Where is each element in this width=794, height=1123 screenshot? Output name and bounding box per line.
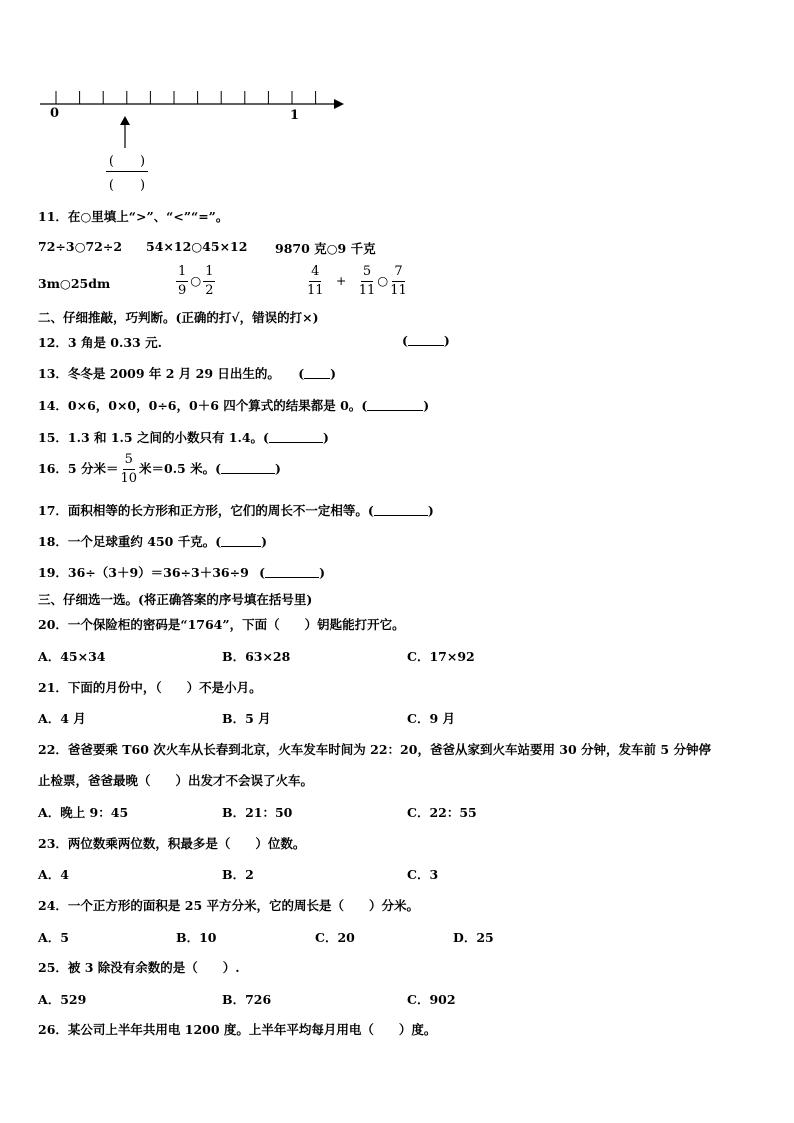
- q25-option-b[interactable]: B．726: [222, 992, 272, 1007]
- fraction: $\frac{5}{11}$: [358, 264, 376, 298]
- q11-item-f: $\frac{4}{11}$ + $\frac{5}{11}$ ○ $\frac{7}{11}$: [307, 264, 407, 298]
- q24-option-c[interactable]: C．20: [315, 930, 355, 945]
- up-arrow-icon: [118, 115, 132, 149]
- q11-item-a: 72÷3○72÷2: [38, 239, 123, 254]
- q20-option-c[interactable]: C．17×92: [407, 649, 475, 664]
- answer-blank-16[interactable]: ( ): [215, 461, 281, 476]
- question-23: 23．两位数乘两位数，积最多是（ ）位数。: [38, 836, 306, 851]
- fraction: $\frac{1}{2}$: [205, 264, 214, 298]
- answer-blank-12[interactable]: ( ): [402, 333, 450, 348]
- number-line-one-label: 1: [290, 108, 300, 123]
- q23-option-a[interactable]: A．4: [38, 867, 69, 882]
- question-26: 26．某公司上半年共用电 1200 度。上半年平均每月用电（ ）度。: [38, 1022, 437, 1037]
- question-22-line-2: 止检票，爸爸最晚（ ）出发才不会误了火车。: [38, 773, 314, 788]
- q23-option-b[interactable]: B．2: [222, 867, 254, 882]
- question-22-line-1: 22．爸爸要乘 T60 次火车从长春到北京，火车发车时间为 22：20，爸爸从家到火车站要用 30 分钟，发车前 5 分钟停: [38, 742, 711, 757]
- question-18: 18．一个足球重约 450 千克。( ): [38, 534, 268, 549]
- q23-option-c[interactable]: C．3: [407, 867, 439, 882]
- number-line-answer-fraction[interactable]: [106, 150, 148, 193]
- fraction: $\frac{1}{9}$: [178, 264, 187, 298]
- q11-item-d: 3m○25dm: [38, 276, 111, 291]
- fraction: $\frac{5}{10}$: [120, 452, 137, 486]
- answer-denominator: ( ): [108, 178, 146, 193]
- q25-option-a[interactable]: A．529: [38, 992, 87, 1007]
- question-15: 15．1.3 和 1.5 之间的小数只有 1.4。( ): [38, 430, 329, 445]
- fraction: $\frac{7}{11}$: [390, 264, 407, 298]
- q22-option-c[interactable]: C．22：55: [407, 805, 477, 820]
- question-14: 14．0×6，0×0，0÷6，0＋6 四个算式的结果都是 0。( ): [38, 398, 430, 413]
- q25-option-c[interactable]: C．902: [407, 992, 456, 1007]
- q24-option-a[interactable]: A．5: [38, 930, 69, 945]
- question-21: 21．下面的月份中，（ ）不是小月。: [38, 680, 262, 695]
- question-20: 20．一个保险柜的密码是“1764”，下面（ ）钥匙能打开它。: [38, 617, 405, 632]
- answer-blank-18[interactable]: ( ): [215, 534, 268, 549]
- question-11-title: 11．在○里填上“>”、“<”“=”。: [38, 209, 229, 224]
- q22-option-a[interactable]: A．晚上 9：45: [38, 805, 129, 820]
- q24-option-d[interactable]: D．25: [453, 930, 494, 945]
- q11-item-b: 54×12○45×12: [146, 239, 248, 254]
- question-19: 19．36÷（3＋9）＝36÷3＋36÷9 ( ): [38, 565, 325, 580]
- number-line: [36, 86, 348, 126]
- q21-option-c[interactable]: C．9 月: [407, 711, 455, 726]
- fraction: $\frac{4}{11}$: [307, 264, 324, 298]
- question-25: 25．被 3 除没有余数的是（ ）.: [38, 960, 240, 975]
- answer-blank-14[interactable]: ( ): [361, 398, 430, 413]
- q21-option-b[interactable]: B．5 月: [222, 711, 271, 726]
- question-16: 16．5 分米＝ $\frac{5}{10}$ 米＝0.5 米。( ): [38, 452, 281, 486]
- question-12: 12．3 角是 0.33 元.: [38, 335, 162, 350]
- q11-item-c: 9870 克○9 千克: [275, 241, 376, 256]
- question-13: 13．冬冬是 2009 年 2 月 29 日出生的。 ( ): [38, 366, 337, 381]
- q21-option-a[interactable]: A．4 月: [38, 711, 86, 726]
- section-2-heading: 二、仔细推敲，巧判断。(正确的打√，错误的打×): [38, 310, 319, 325]
- q24-option-b[interactable]: B．10: [176, 930, 217, 945]
- section-3-heading: 三、仔细选一选。(将正确答案的序号填在括号里): [38, 592, 313, 607]
- question-24: 24．一个正方形的面积是 25 平方分米，它的周长是（ ）分米。: [38, 898, 419, 913]
- question-17: 17．面积相等的长方形和正方形，它们的周长不一定相等。( ): [38, 503, 434, 518]
- answer-numerator: ( ): [106, 150, 148, 172]
- q20-option-a[interactable]: A．45×34: [38, 649, 106, 664]
- q11-item-e: $\frac{1}{9}$ ○ $\frac{1}{2}$: [178, 264, 214, 298]
- answer-blank-13[interactable]: ( ): [298, 366, 337, 381]
- answer-blank-15[interactable]: ( ): [263, 430, 329, 445]
- answer-blank-17[interactable]: ( ): [367, 503, 434, 518]
- q22-option-b[interactable]: B．21：50: [222, 805, 293, 820]
- number-line-zero-label: 0: [50, 106, 60, 121]
- answer-blank-19[interactable]: ( ): [259, 565, 325, 580]
- q20-option-b[interactable]: B．63×28: [222, 649, 291, 664]
